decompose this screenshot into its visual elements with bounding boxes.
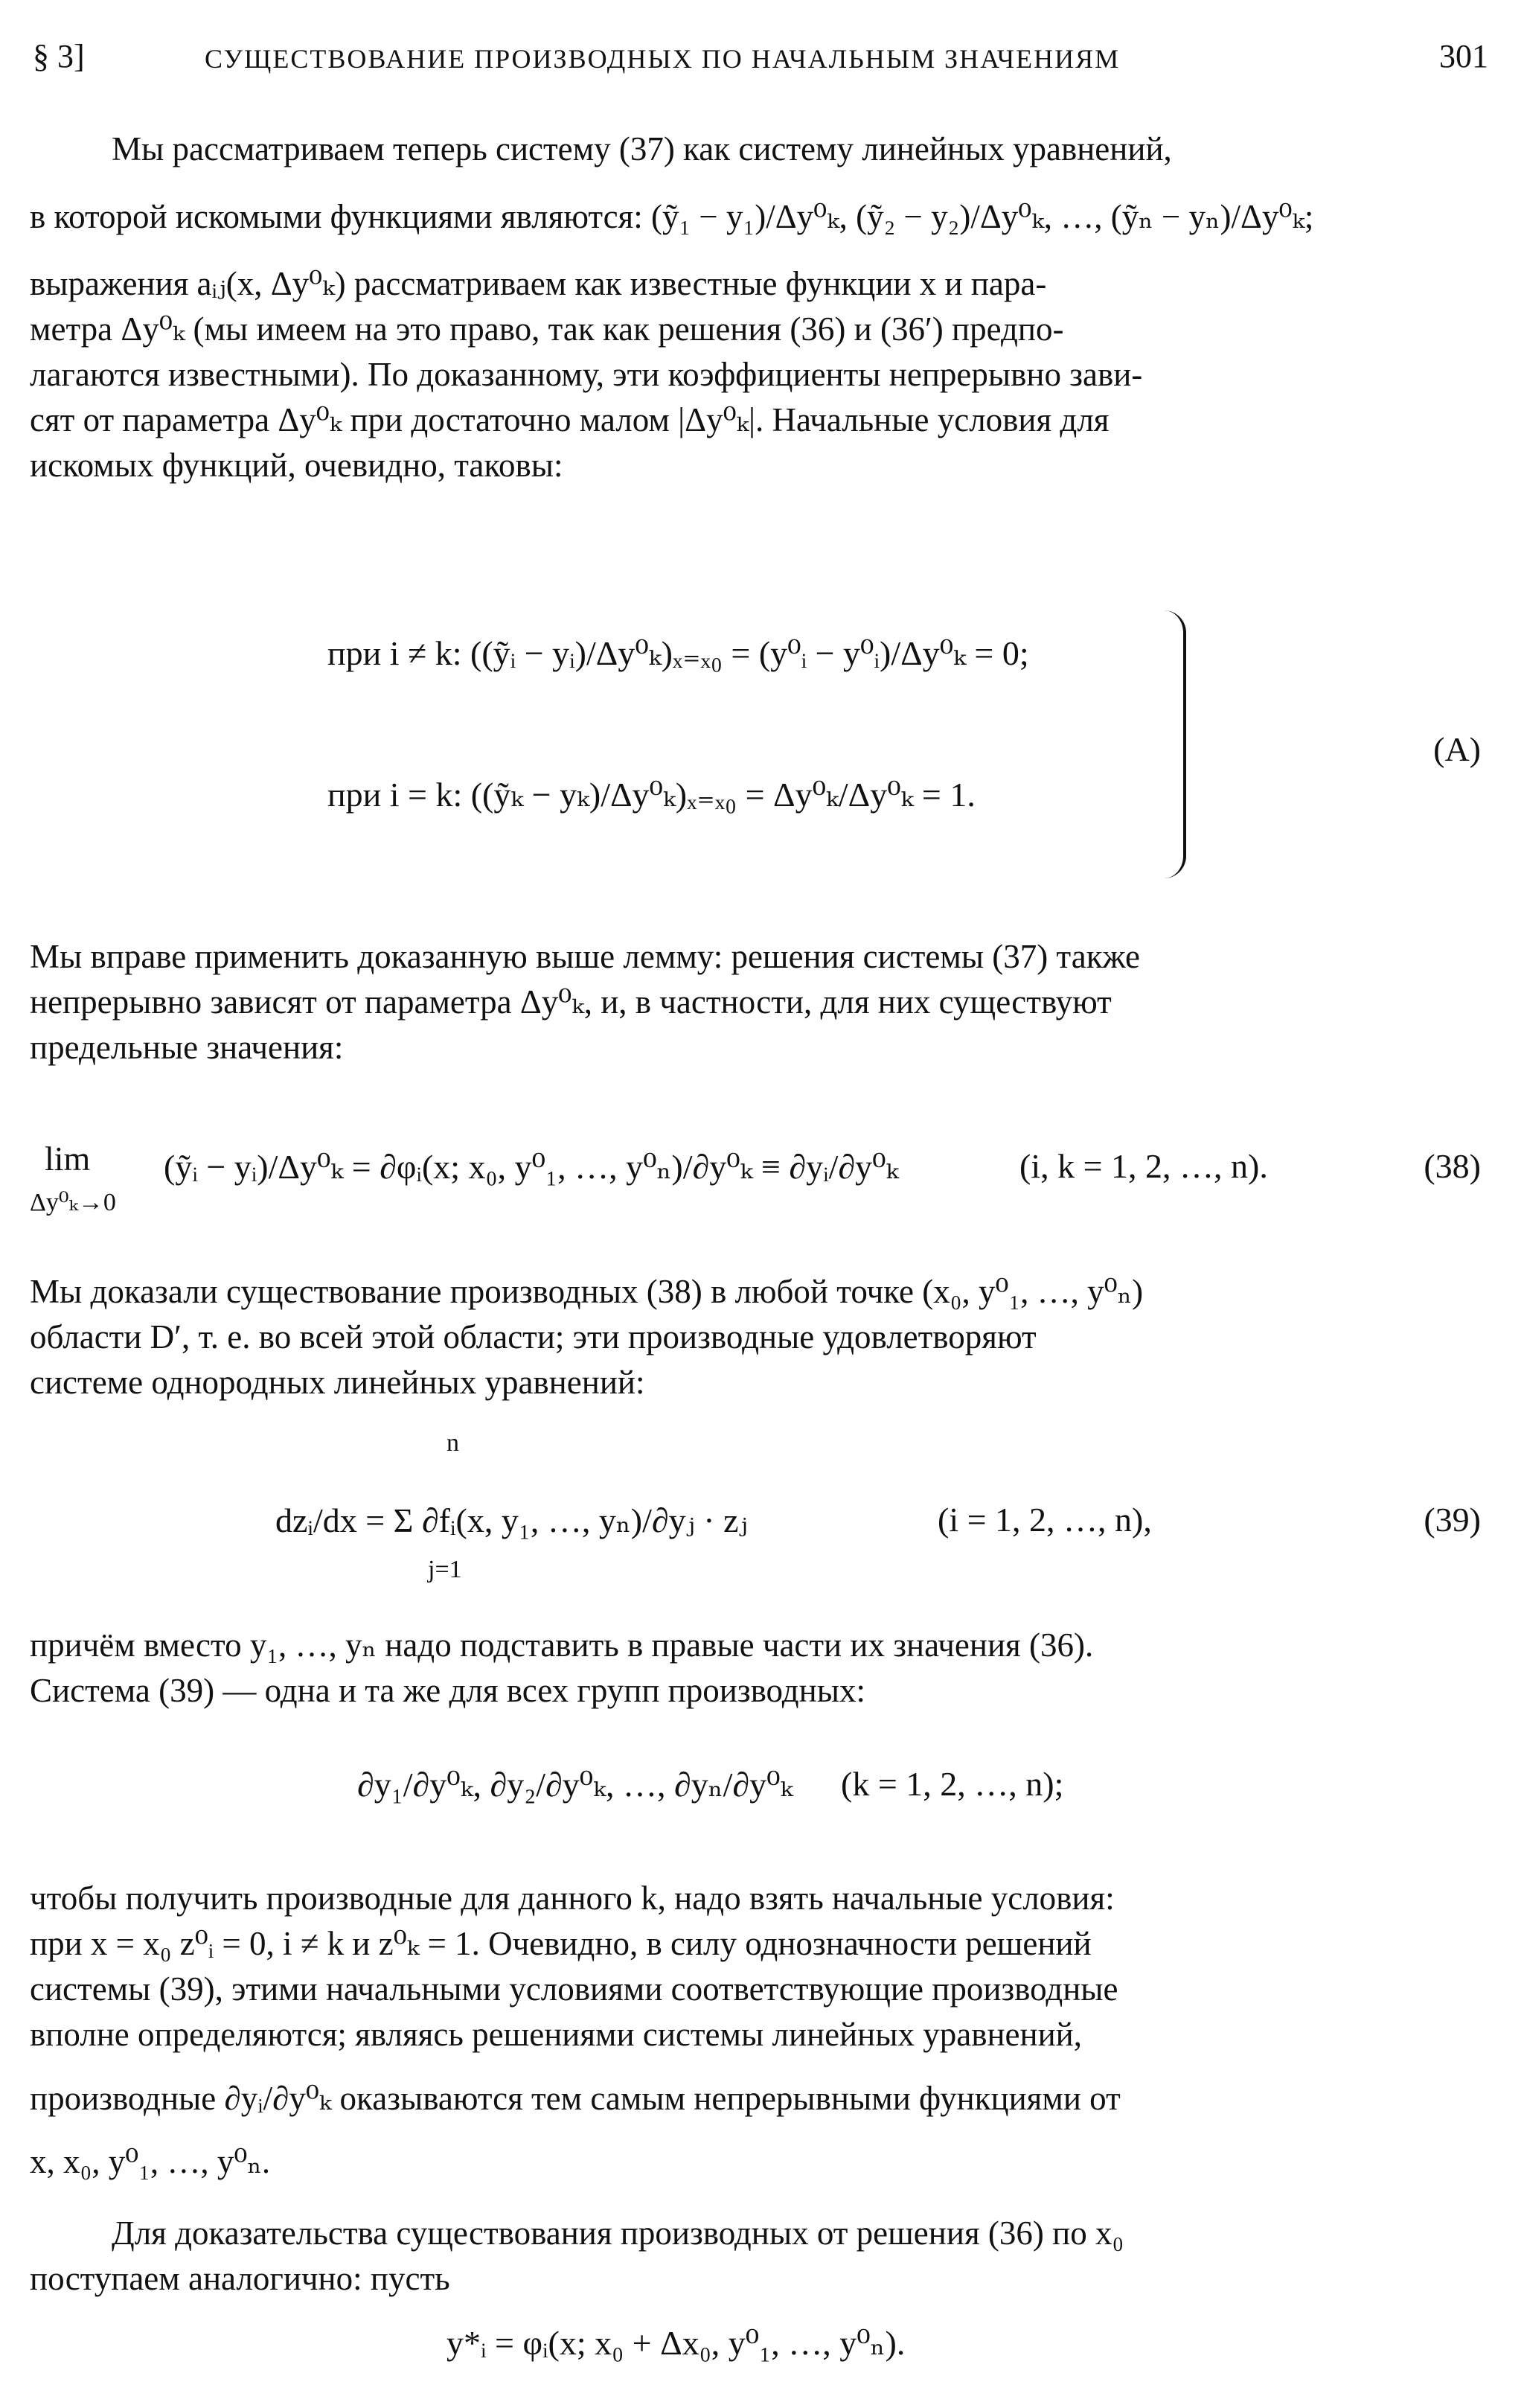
running-title: СУЩЕСТВОВАНИЕ ПРОИЗВОДНЫХ ПО НАЧАЛЬНЫМ ЗНАЧЕНИЯМ [205, 44, 1121, 74]
text-line: сят от параметра Δy⁰ₖ при достаточно малом |Δy⁰ₖ|. Начальные условия для [30, 401, 1110, 438]
running-header [30, 37, 1488, 89]
paragraph-2 [30, 934, 1488, 1070]
text-line: метра Δy⁰ₖ (мы имеем на это право, так как решения (36) и (36′) предпо- [30, 310, 1064, 348]
text-line: выражения aᵢⱼ(x, Δy⁰ₖ) рассматриваем как известные функции x и пара- [30, 265, 1047, 302]
text-line-with-fraction: производные ∂yᵢ/∂y⁰ₖ оказываются тем самым непрерывными функциями от [30, 2080, 1121, 2117]
derivatives-group: ∂y₁/∂y⁰ₖ, ∂y₂/∂y⁰ₖ, …, ∂yₙ/∂y⁰ₖ [357, 1766, 793, 1804]
book-page [30, 30, 1488, 2382]
text-line: системы (39), этими начальными условиями соответствующие производные [30, 1970, 1118, 2008]
system-brace [1161, 610, 1186, 878]
equation-A-line-1: при i ≠ k: ((ỹᵢ − yᵢ)/Δy⁰ₖ)ₓ₌ₓ₀ = (y⁰ᵢ − y⁰ᵢ)/Δy⁰ₖ = 0; [327, 634, 1029, 672]
text-line: вполне определяются; являясь решениями системы линейных уравнений, [30, 2016, 1083, 2053]
section-marker: § 3] [33, 38, 85, 74]
lim-operator: lim [45, 1140, 91, 1178]
page-number: 301 [1439, 38, 1488, 74]
text-line-with-fractions: в которой искомыми функциями являются: (ỹ₁ − y₁)/Δy⁰ₖ, (ỹ₂ − y₂)/Δy⁰ₖ, …, (ỹₙ − yₙ)/Δy⁰ₖ; [30, 198, 1314, 235]
paragraph-3 [30, 1269, 1488, 1405]
paragraph-1 [30, 127, 1488, 488]
text-line: предельные значения: [30, 1029, 344, 1066]
text-line: Мы вправе применить доказанную выше лемму: решения системы (37) также [30, 938, 1141, 975]
equation-38-body: (ỹᵢ − yᵢ)/Δy⁰ₖ = ∂φᵢ(x; x₀, y⁰₁, …, y⁰ₙ)/∂y⁰ₖ ≡ ∂yᵢ/∂y⁰ₖ [164, 1148, 899, 1186]
text-line: Для доказательства существования производных от решения (36) по x₀ [112, 2214, 1124, 2252]
text-line: непрерывно зависят от параметра Δy⁰ₖ, и, в частности, для них существуют [30, 983, 1112, 1021]
final-equation: y*ᵢ = φᵢ(x; x₀ + Δx₀, y⁰₁, …, y⁰ₙ). [446, 2324, 906, 2362]
text-line: Система (39) — одна и та же для всех групп производных: [30, 1672, 865, 1709]
equation-39-body: dzᵢ/dx = Σ ∂fᵢ(x, y₁, …, yₙ)/∂yⱼ · zⱼ [275, 1501, 748, 1539]
equation-label-38: (38) [1424, 1147, 1481, 1185]
paragraph-6 [30, 2211, 1488, 2302]
lim-subscript: Δy⁰ₖ→0 [30, 1189, 116, 1216]
text-line: x, x₀, y⁰₁, …, y⁰ₙ. [30, 2143, 271, 2180]
equation-label-A: (A) [1433, 730, 1481, 768]
text-line: чтобы получить производные для данного k, надо взять начальные условия: [30, 1880, 1115, 1917]
equation-38-condition: (i, k = 1, 2, …, n). [1019, 1147, 1268, 1185]
text-line: Мы доказали существование производных (38) в любой точке (x₀, y⁰₁, …, y⁰ₙ) [30, 1273, 1144, 1310]
equation-A-line-2: при i = k: ((ỹₖ − yₖ)/Δy⁰ₖ)ₓ₌ₓ₀ = Δy⁰ₖ/Δy⁰ₖ = 1. [327, 776, 976, 814]
equation-label-39: (39) [1424, 1501, 1481, 1539]
text-line: искомых функций, очевидно, таковы: [30, 447, 563, 484]
text-line: поступаем аналогично: пусть [30, 2260, 450, 2297]
text-line: лагаются известными). По доказанному, эти коэффициенты непрерывно зави- [30, 356, 1143, 393]
paragraph-5 [30, 1876, 1488, 2185]
text-line: области D′, т. е. во всей этой области; эти производные удовлетворяют [30, 1318, 1037, 1355]
derivatives-group-condition: (k = 1, 2, …, n); [841, 1765, 1064, 1803]
text-line: системе однородных линейных уравнений: [30, 1364, 645, 1401]
equation-39-condition: (i = 1, 2, …, n), [938, 1501, 1152, 1539]
paragraph-4 [30, 1623, 1488, 1714]
text-line: при x = x₀ z⁰ᵢ = 0, i ≠ k и z⁰ₖ = 1. Очевидно, в силу однозначности решений [30, 1925, 1092, 1962]
text-line: причём вместо y₁, …, yₙ надо подставить в правые части их значения (36). [30, 1626, 1094, 1664]
sum-lower-limit: j=1 [428, 1556, 462, 1583]
text-line: Мы рассматриваем теперь систему (37) как систему линейных уравнений, [112, 130, 1172, 167]
sum-upper-limit: n [446, 1429, 459, 1457]
